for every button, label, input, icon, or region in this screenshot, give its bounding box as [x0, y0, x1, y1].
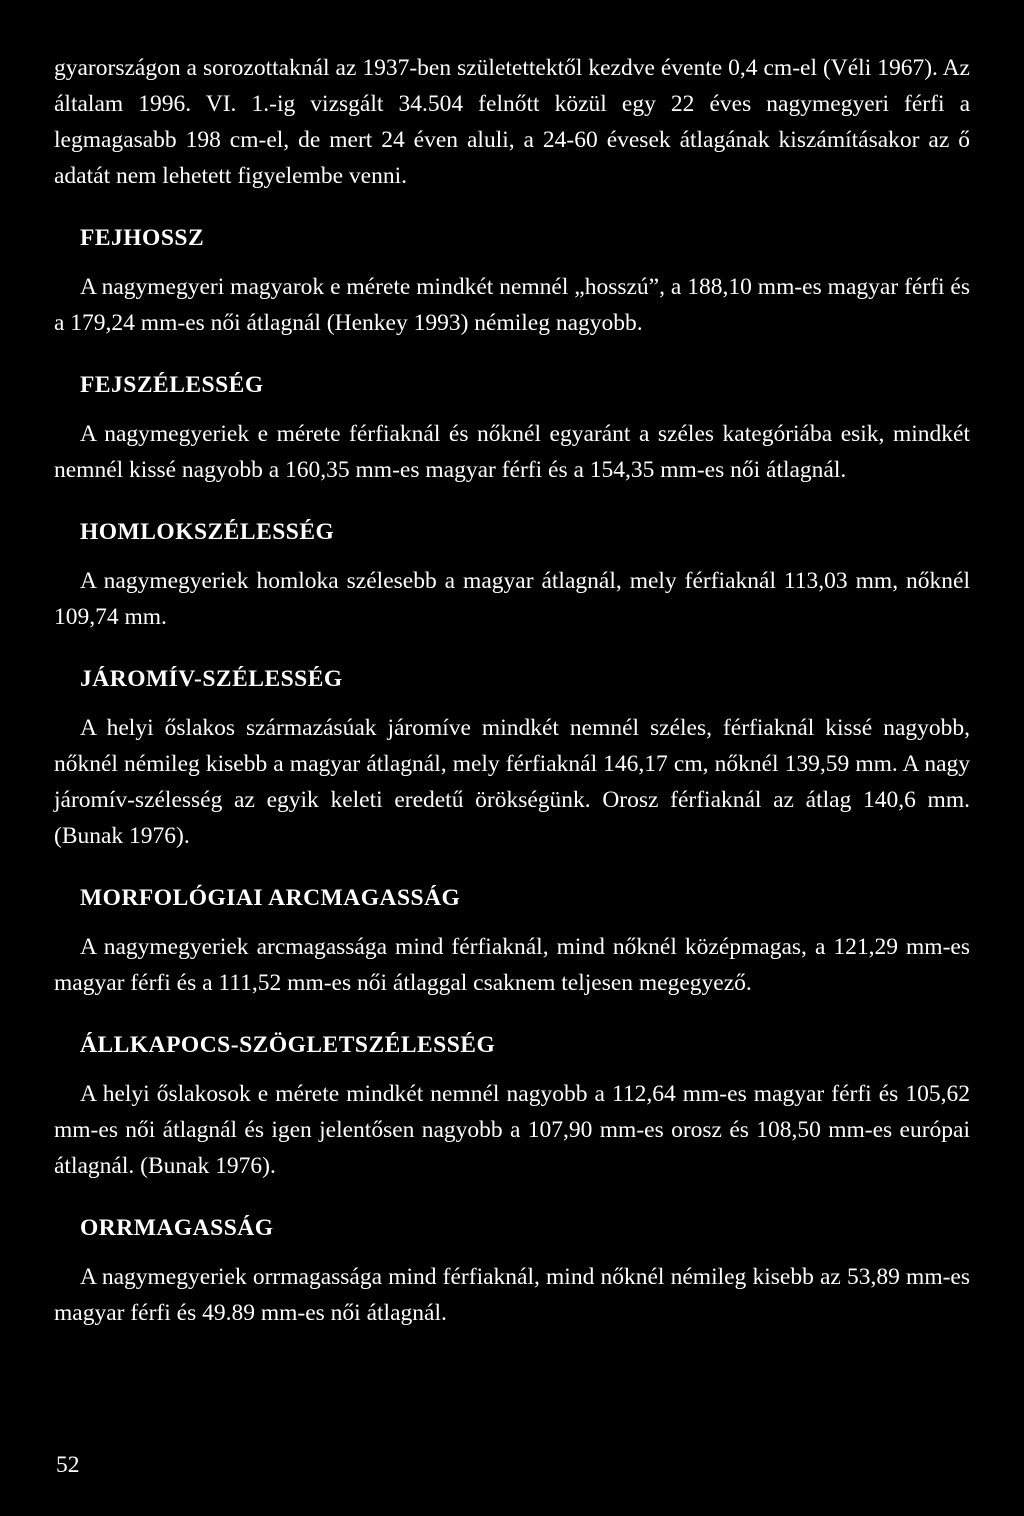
section-heading: FEJHOSSZ	[80, 225, 205, 251]
section-fejszelesseg	[54, 367, 970, 488]
section-paragraph: A nagymegyeriek homloka szélesebb a magyar átlagnál, mely férfiaknál 113,03 mm, nőknél 109,74 mm.	[54, 568, 970, 630]
section-homlokszelesseg	[54, 514, 970, 635]
page-content	[54, 50, 970, 1331]
intro-paragraph: gyarországon a sorozottaknál az 1937-ben születettektől kezdve évente 0,4 cm-el (Véli 1967). Az általam 1996. VI. 1.-ig vizsgált 34.504 felnőtt közül egy 22 éves nagymegyeri férfi a legmagasabb 198 cm-el, de mert 24 éven aluli, a 24-60 évesek átlagának kiszámításakor az ő adatát nem lehetett figyelembe venni.	[54, 55, 970, 189]
section-allkapocs-szogletszelesseg	[54, 1027, 970, 1184]
section-paragraph: A helyi őslakos származásúak járomíve mindkét nemnél széles, férfiaknál kissé nagyobb, nőknél némileg kisebb a magyar átlagnál, mely férfiaknál 146,17 cm, nőknél 139,59 mm. A nagy járomív-szélesség az egyik keleti eredetű örökségünk. Orosz férfiaknál az átlag 140,6 mm. (Bunak 1976).	[54, 715, 970, 849]
section-heading: ORRMAGASSÁG	[80, 1215, 274, 1241]
section-paragraph: A nagymegyeriek arcmagassága mind férfiaknál, mind nőknél középmagas, a 121,29 mm-es magyar férfi és a 111,52 mm-es női átlaggal csaknem teljesen megegyező.	[54, 934, 970, 996]
section-jaromiv-szelesseg	[54, 661, 970, 854]
section-orrmagassag	[54, 1210, 970, 1331]
section-heading: ÁLLKAPOCS-SZÖGLETSZÉLESSÉG	[80, 1032, 496, 1058]
section-heading: HOMLOKSZÉLESSÉG	[80, 519, 335, 545]
section-heading: FEJSZÉLESSÉG	[80, 372, 264, 398]
section-paragraph: A nagymegyeriek e mérete férfiaknál és nőknél egyaránt a széles kategóriába esik, mindkét nemnél kissé nagyobb a 160,35 mm-es magyar férfi és a 154,35 mm-es női átlagnál.	[54, 421, 970, 483]
section-paragraph: A nagymegyeri magyarok e mérete mindkét nemnél „hosszú”, a 188,10 mm-es magyar férfi és a 179,24 mm-es női átlagnál (Henkey 1993) némileg nagyobb.	[54, 274, 970, 336]
section-morfologiai-arcmagassag	[54, 880, 970, 1001]
section-paragraph: A helyi őslakosok e mérete mindkét nemnél nagyobb a 112,64 mm-es magyar férfi és 105,62 mm-es női átlagnál és igen jelentősen nagyobb a 107,90 mm-es orosz és 108,50 mm-es európai átlagnál. (Bunak 1976).	[54, 1081, 970, 1179]
section-paragraph: A nagymegyeriek orrmagassága mind férfiaknál, mind nőknél némileg kisebb az 53,89 mm-es magyar férfi és 49.89 mm-es női átlagnál.	[54, 1264, 970, 1326]
section-heading: JÁROMÍV-SZÉLESSÉG	[80, 666, 343, 692]
page-number: 52	[56, 1452, 80, 1478]
section-heading: MORFOLÓGIAI ARCMAGASSÁG	[80, 885, 461, 911]
section-fejhossz	[54, 220, 970, 341]
